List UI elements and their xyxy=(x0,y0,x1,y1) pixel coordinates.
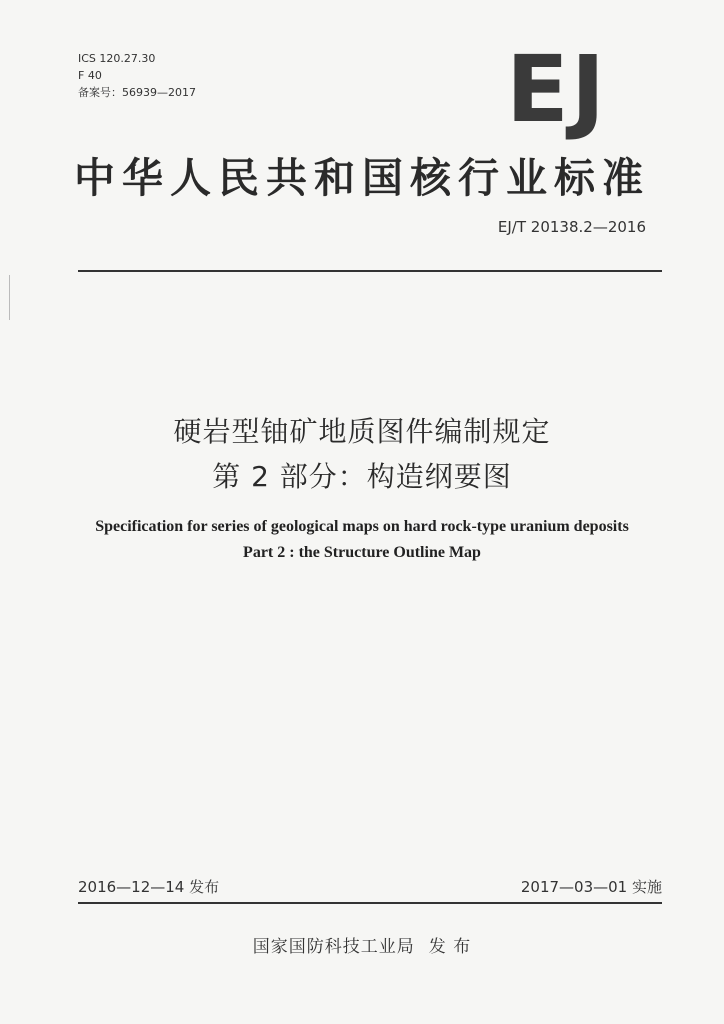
classification-block xyxy=(78,50,196,101)
chinese-title-line-2: 第 2 部分：构造纲要图 xyxy=(212,460,512,493)
chinese-title-line-1: 硬岩型铀矿地质图件编制规定 xyxy=(173,415,551,448)
scan-margin-mark xyxy=(9,275,10,320)
standard-category-title: 中华人民共和国核行业标准 xyxy=(74,154,650,202)
filing-number: 备案号：56939—2017 xyxy=(78,86,196,99)
publisher-action: 发 布 xyxy=(428,937,472,957)
publisher-line xyxy=(0,932,724,957)
ej-logo: EJ xyxy=(506,36,608,143)
standard-number: EJ/T 20138.2—2016 xyxy=(497,218,646,236)
issue-date: 2016—12—14 发布 xyxy=(78,878,220,896)
english-title-line-1: Specification for series of geological maps on hard rock-type uranium deposits xyxy=(95,518,629,535)
publisher-name: 国家国防科技工业局 xyxy=(252,937,415,957)
class-code: F 40 xyxy=(78,69,102,82)
bottom-divider xyxy=(78,902,662,904)
ics-code: ICS 120.27.30 xyxy=(78,52,156,65)
top-divider xyxy=(78,270,662,272)
english-title-line-2: Part 2 : the Structure Outline Map xyxy=(243,544,481,561)
implementation-date: 2017—03—01 实施 xyxy=(520,878,662,896)
